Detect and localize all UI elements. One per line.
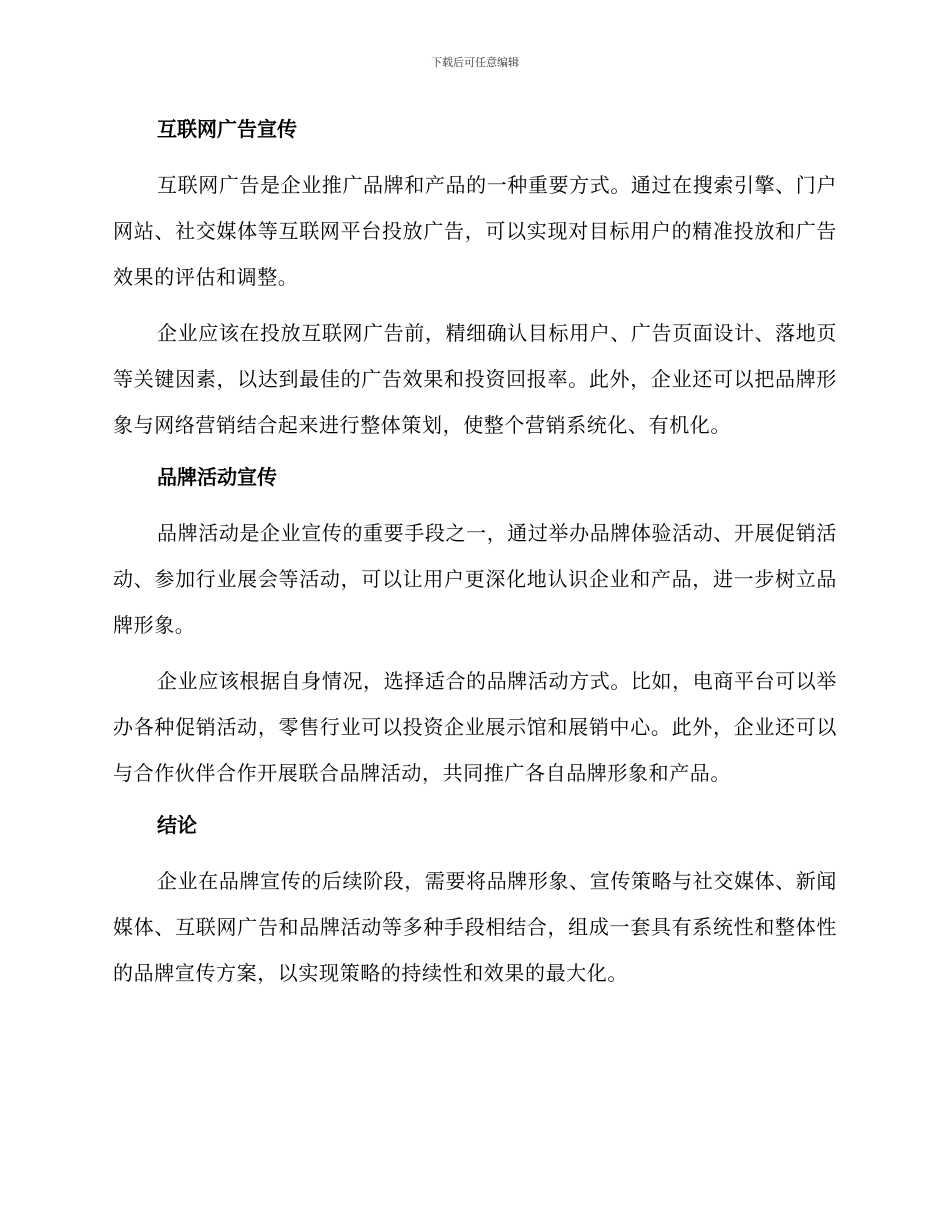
section-heading: 结论 — [157, 813, 197, 837]
section-heading: 品牌活动宣传 — [157, 465, 277, 489]
document-body — [113, 110, 837, 1006]
section-internet-ads — [113, 110, 837, 448]
section-conclusion — [113, 806, 837, 996]
section-brand-events — [113, 458, 837, 796]
paragraph: 企业在品牌宣传的后续阶段，需要将品牌形象、宣传策略与社交媒体、新闻媒体、互联网广告和品牌活动等多种手段相结合，组成一套具有系统性和整体性的品牌宣传方案，以实现策略的持续性和效果的最大化。 — [113, 869, 837, 985]
paragraph: 企业应该在投放互联网广告前，精细确认目标用户、广告页面设计、落地页等关键因素，以达到最佳的广告效果和投资回报率。此外，企业还可以把品牌形象与网络营销结合起来进行整体策划，使整个营销系统化、有机化。 — [113, 321, 837, 437]
paragraph: 品牌活动是企业宣传的重要手段之一，通过举办品牌体验活动、开展促销活动、参加行业展会等活动，可以让用户更深化地认识企业和产品，进一步树立品牌形象。 — [113, 521, 837, 637]
paragraph: 互联网广告是企业推广品牌和产品的一种重要方式。通过在搜索引擎、门户网站、社交媒体等互联网平台投放广告，可以实现对目标用户的精准投放和广告效果的评估和调整。 — [113, 173, 837, 289]
header-note: 下载后可任意编辑 — [431, 56, 519, 69]
paragraph: 企业应该根据自身情况，选择适合的品牌活动方式。比如，电商平台可以举办各种促销活动，零售行业可以投资企业展示馆和展销中心。此外，企业还可以与合作伙伴合作开展联合品牌活动，共同推广各自品牌形象和产品。 — [113, 669, 837, 785]
section-heading: 互联网广告宣传 — [157, 117, 297, 141]
